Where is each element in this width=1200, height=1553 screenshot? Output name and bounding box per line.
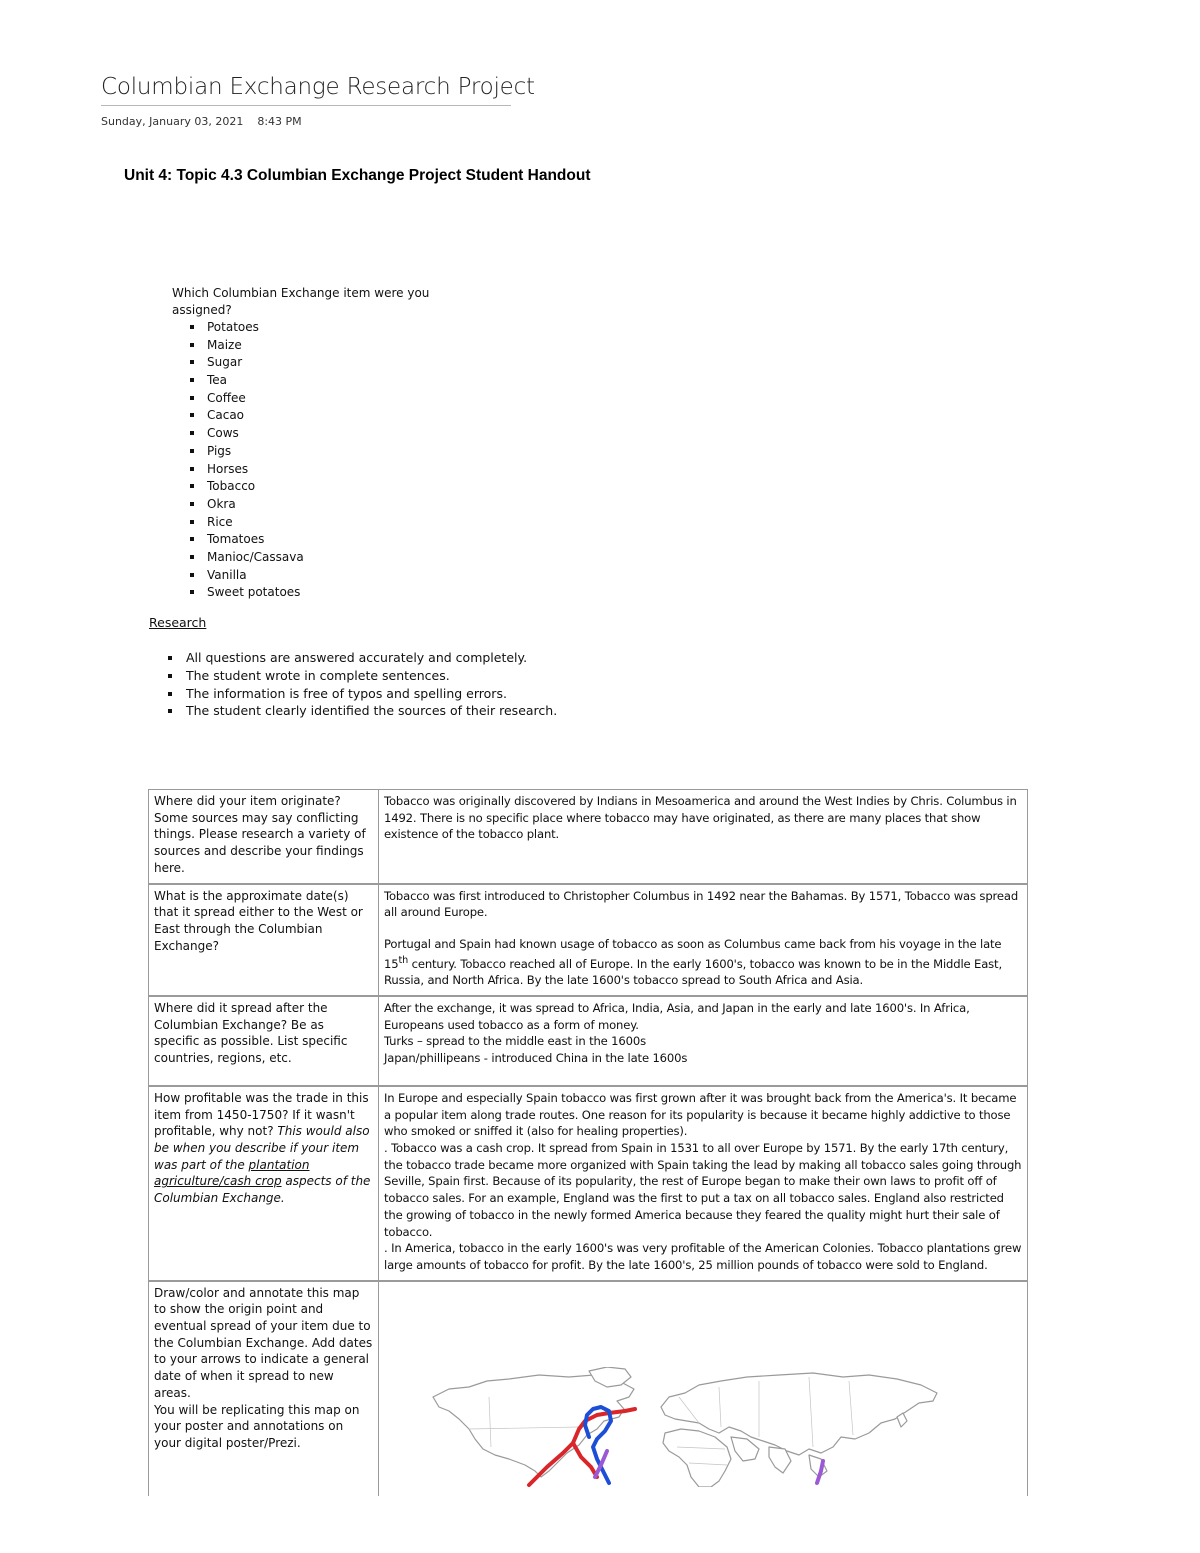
list-item: Tomatoes	[188, 531, 442, 549]
list-item: Maize	[188, 337, 442, 355]
question-text: You will be replicating this map on your poster and annotations on your digital poster/Prezi.	[154, 1402, 360, 1450]
research-table	[148, 789, 1028, 1496]
instruction-text: This would also be when you describe if your item was part of the	[154, 1124, 370, 1172]
rubric-list	[163, 649, 557, 720]
assignment-question-block	[172, 285, 442, 602]
question-cell: What is the approximate date(s) that it spread either to the West or East through the Columbian Exchange?	[149, 884, 379, 996]
table-row	[149, 1086, 1028, 1281]
table-row	[149, 1281, 1028, 1496]
page-date: Sunday, January 03, 2021	[101, 115, 244, 128]
answer-cell	[379, 884, 1028, 996]
list-item: Pigs	[188, 443, 442, 461]
answer-text-segment: Portugal and Spain had known usage of tobacco as soon as Columbus came back from his voyage in the late	[384, 936, 1002, 951]
world-map	[429, 1367, 939, 1487]
africa-landmass	[663, 1429, 731, 1487]
answer-cell	[379, 996, 1028, 1086]
instruction-underlined: plantation agriculture/cash crop	[154, 1157, 310, 1189]
rubric-item: The student wrote in complete sentences.	[163, 667, 557, 685]
question-cell	[149, 1086, 379, 1281]
answer-text: . Tobacco was a cash crop. It spread from Spain in 1531 to all over Europe by 1571. By the early 17th century, the tobacco trade became more organized with Spain taking the lead by making all tobacco sales going through Seville, Spain first. Because of its popularity, the rest of Europe began to make their own laws to profit off of tobacco sales. For an example, England was the first to put a tax on all tobacco sales. England also restricted the growing of tobacco in the newly formed America because they feared the quality might hurt their sale of tobacco.	[384, 1141, 1022, 1239]
list-item: Manioc/Cassava	[188, 549, 442, 567]
rubric-item: All questions are answered accurately and completely.	[163, 649, 557, 667]
list-item: Rice	[188, 514, 442, 532]
table-row	[149, 996, 1028, 1086]
question-text: Draw/color and annotate this map to show the origin point and eventual spread of your item due to the Columbian Exchange. Add dates to your arrows to indicate a general date of when it spread to new areas.	[154, 1285, 373, 1400]
list-item: Cows	[188, 425, 442, 443]
list-item: Potatoes	[188, 319, 442, 337]
answer-text	[384, 936, 1022, 989]
question-cell: Where did it spread after the Columbian Exchange? Be as specific as possible. List specific countries, regions, etc.	[149, 996, 379, 1086]
answer-text: . In America, tobacco in the early 1600's was very profitable of the American Colonies. Tobacco plantations grew large amounts of tobacco for profit. By the late 1600's, 25 million pounds of tobacco were sold to England.	[384, 1241, 1022, 1272]
answer-text: In Europe and especially Spain tobacco was first grown after it was brought back from the America's. It became a popular item along trade routes. One reason for its popularity is because it became highly addictive to those who smoked or sniffed it (also for healing properties).	[384, 1090, 1017, 1139]
answer-text: Turks – spread to the middle east in the 1600s	[384, 1034, 646, 1049]
answer-cell	[379, 790, 1028, 884]
answer-text: Japan/phillipeans - introduced China in the late 1600s	[384, 1051, 688, 1065]
superscript-th: th	[398, 954, 409, 966]
answer-text-segment: 15	[384, 956, 399, 971]
answer-text: Tobacco was first introduced to Christopher Columbus in 1492 near the Bahamas. By 1571, Tobacco was spread all around Europe.	[384, 888, 1019, 920]
list-item: Okra	[188, 496, 442, 514]
page-timestamp	[101, 115, 302, 128]
map-cell	[379, 1281, 1028, 1496]
list-item: Cacao	[188, 407, 442, 425]
item-list	[172, 319, 442, 602]
table-row	[149, 884, 1028, 996]
list-item: Vanilla	[188, 567, 442, 585]
answer-text-segment: century. Tobacco reached all of Europe. In the early 1600's, tobacco was known to be in the Middle East, Russia, and North Africa. By the late 1600's tobacco spread to South Africa and Asia.	[384, 956, 1002, 988]
question-cell	[149, 1281, 379, 1496]
answer-text: Tobacco was originally discovered by Indians in Mesoamerica and around the West Indies by Chris. Columbus in 1492. There is no specific place where tobacco may have originated, as there are many places that show existence of the tobacco plant.	[384, 794, 1017, 842]
instruction-text: aspects of the Columbian Exchange.	[154, 1174, 371, 1206]
page-title: Columbian Exchange Research Project	[101, 74, 535, 100]
title-divider	[101, 105, 511, 106]
question-text: How profitable was the trade in this item from 1450-1750? If it wasn't profitable, why not?	[154, 1090, 369, 1139]
rubric-item: The student clearly identified the sources of their research.	[163, 702, 557, 720]
arabia-landmass	[731, 1437, 759, 1461]
page-time: 8:43 PM	[257, 115, 302, 128]
list-item: Horses	[188, 461, 442, 479]
research-heading: Research	[149, 615, 207, 630]
list-item: Sweet potatoes	[188, 584, 442, 602]
list-item: Tea	[188, 372, 442, 390]
list-item: Coffee	[188, 390, 442, 408]
table-row	[149, 790, 1028, 884]
question-cell: Where did your item originate? Some sources may say conflicting things. Please research a variety of sources and describe your findings here.	[149, 790, 379, 884]
list-item: Tobacco	[188, 478, 442, 496]
answer-text: After the exchange, it was spread to Africa, India, Asia, and Japan in the early and late 1600's. In Africa, Europeans used tobacco as a form of money.	[384, 1000, 970, 1032]
rubric-item: The information is free of typos and spelling errors.	[163, 685, 557, 703]
list-item: Sugar	[188, 354, 442, 372]
answer-cell	[379, 1086, 1028, 1281]
assignment-question: Which Columbian Exchange item were you assigned?	[172, 286, 430, 317]
handout-heading: Unit 4: Topic 4.3 Columbian Exchange Project Student Handout	[124, 167, 591, 184]
